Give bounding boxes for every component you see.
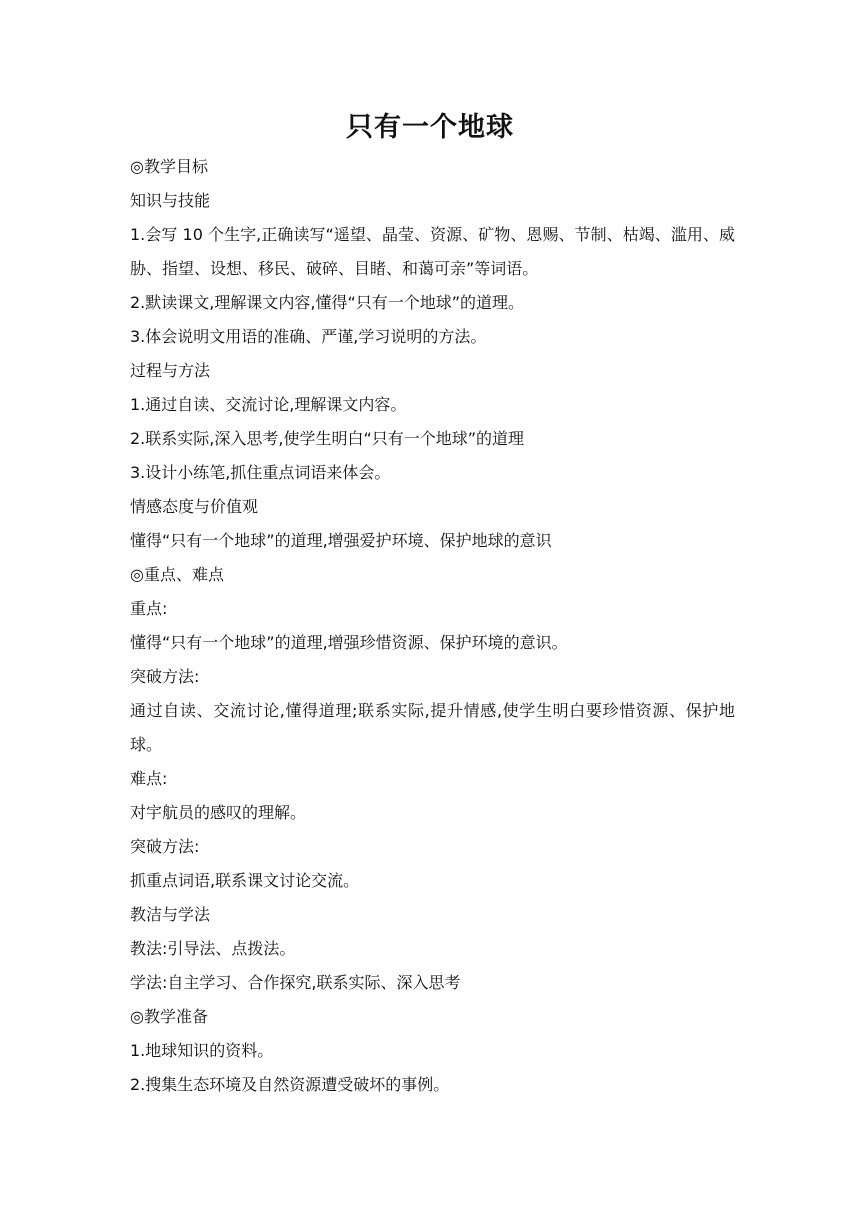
goal-item-2: 2.默读课文,理解课文内容,懂得“只有一个地球”的道理。 <box>130 293 525 312</box>
subheading-emotion-values: 情感态度与价值观 <box>130 497 259 516</box>
section-heading-preparation: ◎教学准备 <box>130 1007 208 1026</box>
teaching-method-text: 教法:引导法、点拨法。 <box>130 939 296 958</box>
document-title: 只有一个地球 <box>346 112 514 143</box>
label-key-point: 重点: <box>130 599 168 618</box>
key-point-text: 懂得“只有一个地球”的道理,增强珍惜资源、保护环境的意识。 <box>130 633 568 652</box>
process-item-1: 1.通过自读、交流讨论,理解课文内容。 <box>130 395 407 414</box>
difficult-point-text: 对宇航员的感叹的理解。 <box>130 803 307 822</box>
subheading-teaching-learning-methods: 教洁与学法 <box>130 905 211 924</box>
subheading-process-method: 过程与方法 <box>130 361 211 380</box>
emotion-item: 懂得“只有一个地球”的道理,增强爱护环境、保护地球的意识 <box>130 531 552 550</box>
goal-item-3: 3.体会说明文用语的准确、严谨,学习说明的方法。 <box>130 327 487 346</box>
label-breakthrough-method-2: 突破方法: <box>130 837 200 856</box>
goal-item-1: 1.会写 10 个生字,正确读写“遥望、晶莹、资源、矿物、恩赐、节制、枯竭、滥用、威胁、指望、设想、移民、破碎、目睹、和蔼可亲”等词语。 <box>130 225 735 278</box>
label-breakthrough-method-1: 突破方法: <box>130 667 200 686</box>
process-item-3: 3.设计小练笔,抓住重点词语来体会。 <box>130 463 391 482</box>
breakthrough-method-1-text: 通过自读、交流讨论,懂得道理;联系实际,提升情感,使学生明白要珍惜资源、保护地球。 <box>130 701 735 754</box>
preparation-item-2: 2.搜集生态环境及自然资源遭受破坏的事例。 <box>130 1075 450 1094</box>
subheading-knowledge-skills: 知识与技能 <box>130 191 211 210</box>
document-body <box>130 150 735 1102</box>
label-difficult-point: 难点: <box>130 769 168 788</box>
learning-method-text: 学法:自主学习、合作探究,联系实际、深入思考 <box>130 973 461 992</box>
section-heading-teaching-goals: ◎教学目标 <box>130 157 208 176</box>
process-item-2: 2.联系实际,深入思考,使学生明白“只有一个地球”的道理 <box>130 429 525 448</box>
preparation-item-1: 1.地球知识的资料。 <box>130 1041 274 1060</box>
section-heading-key-difficult: ◎重点、难点 <box>130 565 224 584</box>
breakthrough-method-2-text: 抓重点词语,联系课文讨论交流。 <box>130 871 360 890</box>
